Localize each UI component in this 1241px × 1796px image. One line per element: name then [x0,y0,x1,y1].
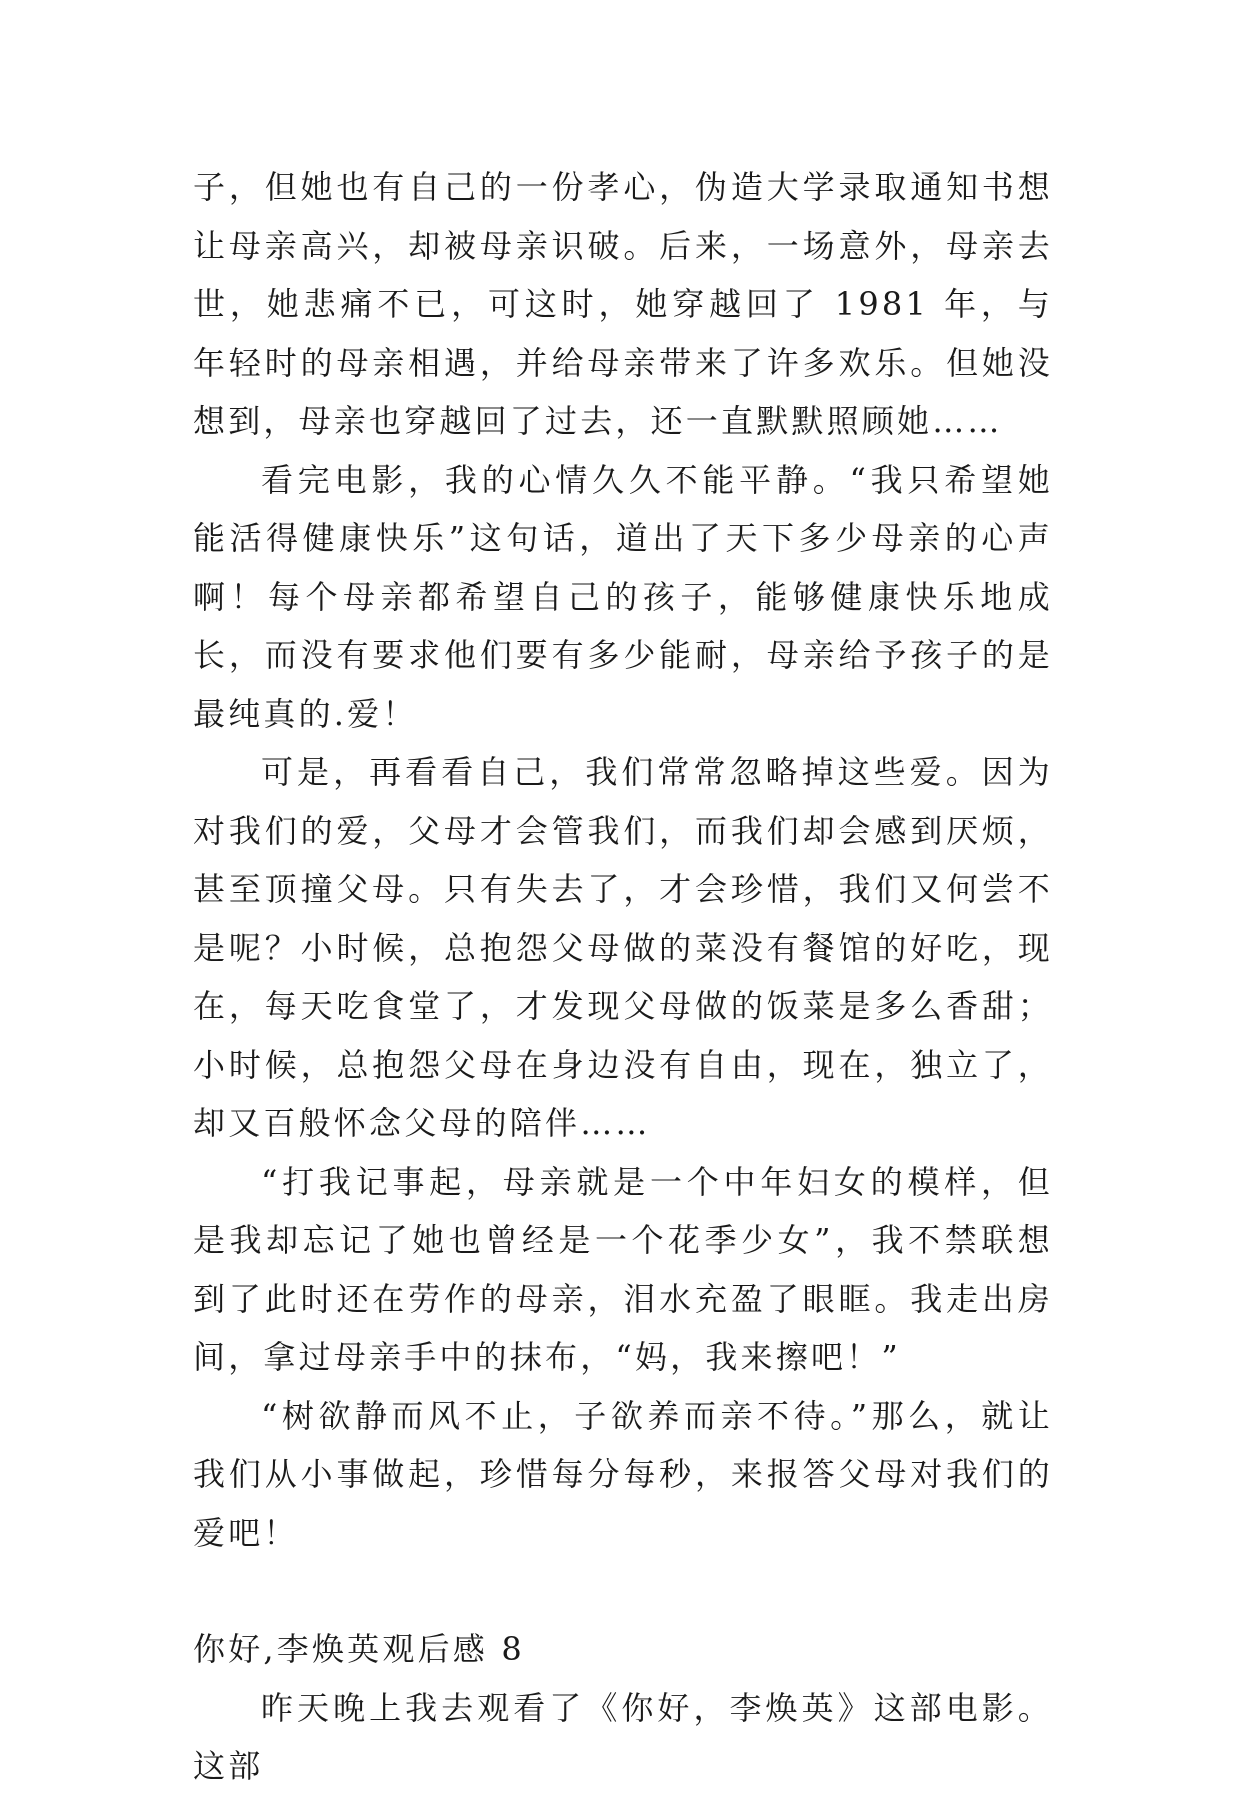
paragraph: “打我记事起，母亲就是一个中年妇女的模样，但是我却忘记了她也曾经是一个花季少女”，我不禁联想到了此时还在劳作的母亲，泪水充盈了眼眶。我走出房间，拿过母亲手中的抹布，“妈，我来擦吧！” [193,1162,1053,1376]
paragraph: 看完电影，我的心情久久不能平静。“我只希望她能活得健康快乐”这句话，道出了天下多少母亲的心声啊！每个母亲都希望自己的孩子，能够健康快乐地成长，而没有要求他们要有多少能耐，母亲给予孩子的是最纯真的.爱！ [193,460,1053,733]
paragraph-continued: 子，但她也有自己的一份孝心，伪造大学录取通知书想让母亲高兴，却被母亲识破。后来，一场意外，母亲去世，她悲痛不已，可这时，她穿越回了 1981 年，与年轻时的母亲相遇，并给母亲带来了许多欢乐。但她没想到，母亲也穿越回了过去，还一直默默照顾她…… [193,168,1053,440]
section-heading: 你好,李焕英观后感 8 [193,1630,525,1668]
paragraph: “树欲静而风不止，子欲养而亲不待。”那么，就让我们从小事做起，珍惜每分每秒，来报答父母对我们的爱吧！ [193,1396,1053,1552]
section-first-paragraph: 昨天晚上我去观看了《你好，李焕英》这部电影。这部 [193,1688,1053,1785]
paragraph: 可是，再看看自己，我们常常忽略掉这些爱。因为对我们的爱，父母才会管我们，而我们却会感到厌烦，甚至顶撞父母。只有失去了，才会珍惜，我们又何尝不是呢？小时候，总抱怨父母做的菜没有餐馆的好吃，现在，每天吃食堂了，才发现父母做的饭菜是多么香甜；小时候，总抱怨父母在身边没有自由，现在，独立了，却又百般怀念父母的陪伴…… [193,753,1053,1142]
document-body [193,158,1053,1796]
